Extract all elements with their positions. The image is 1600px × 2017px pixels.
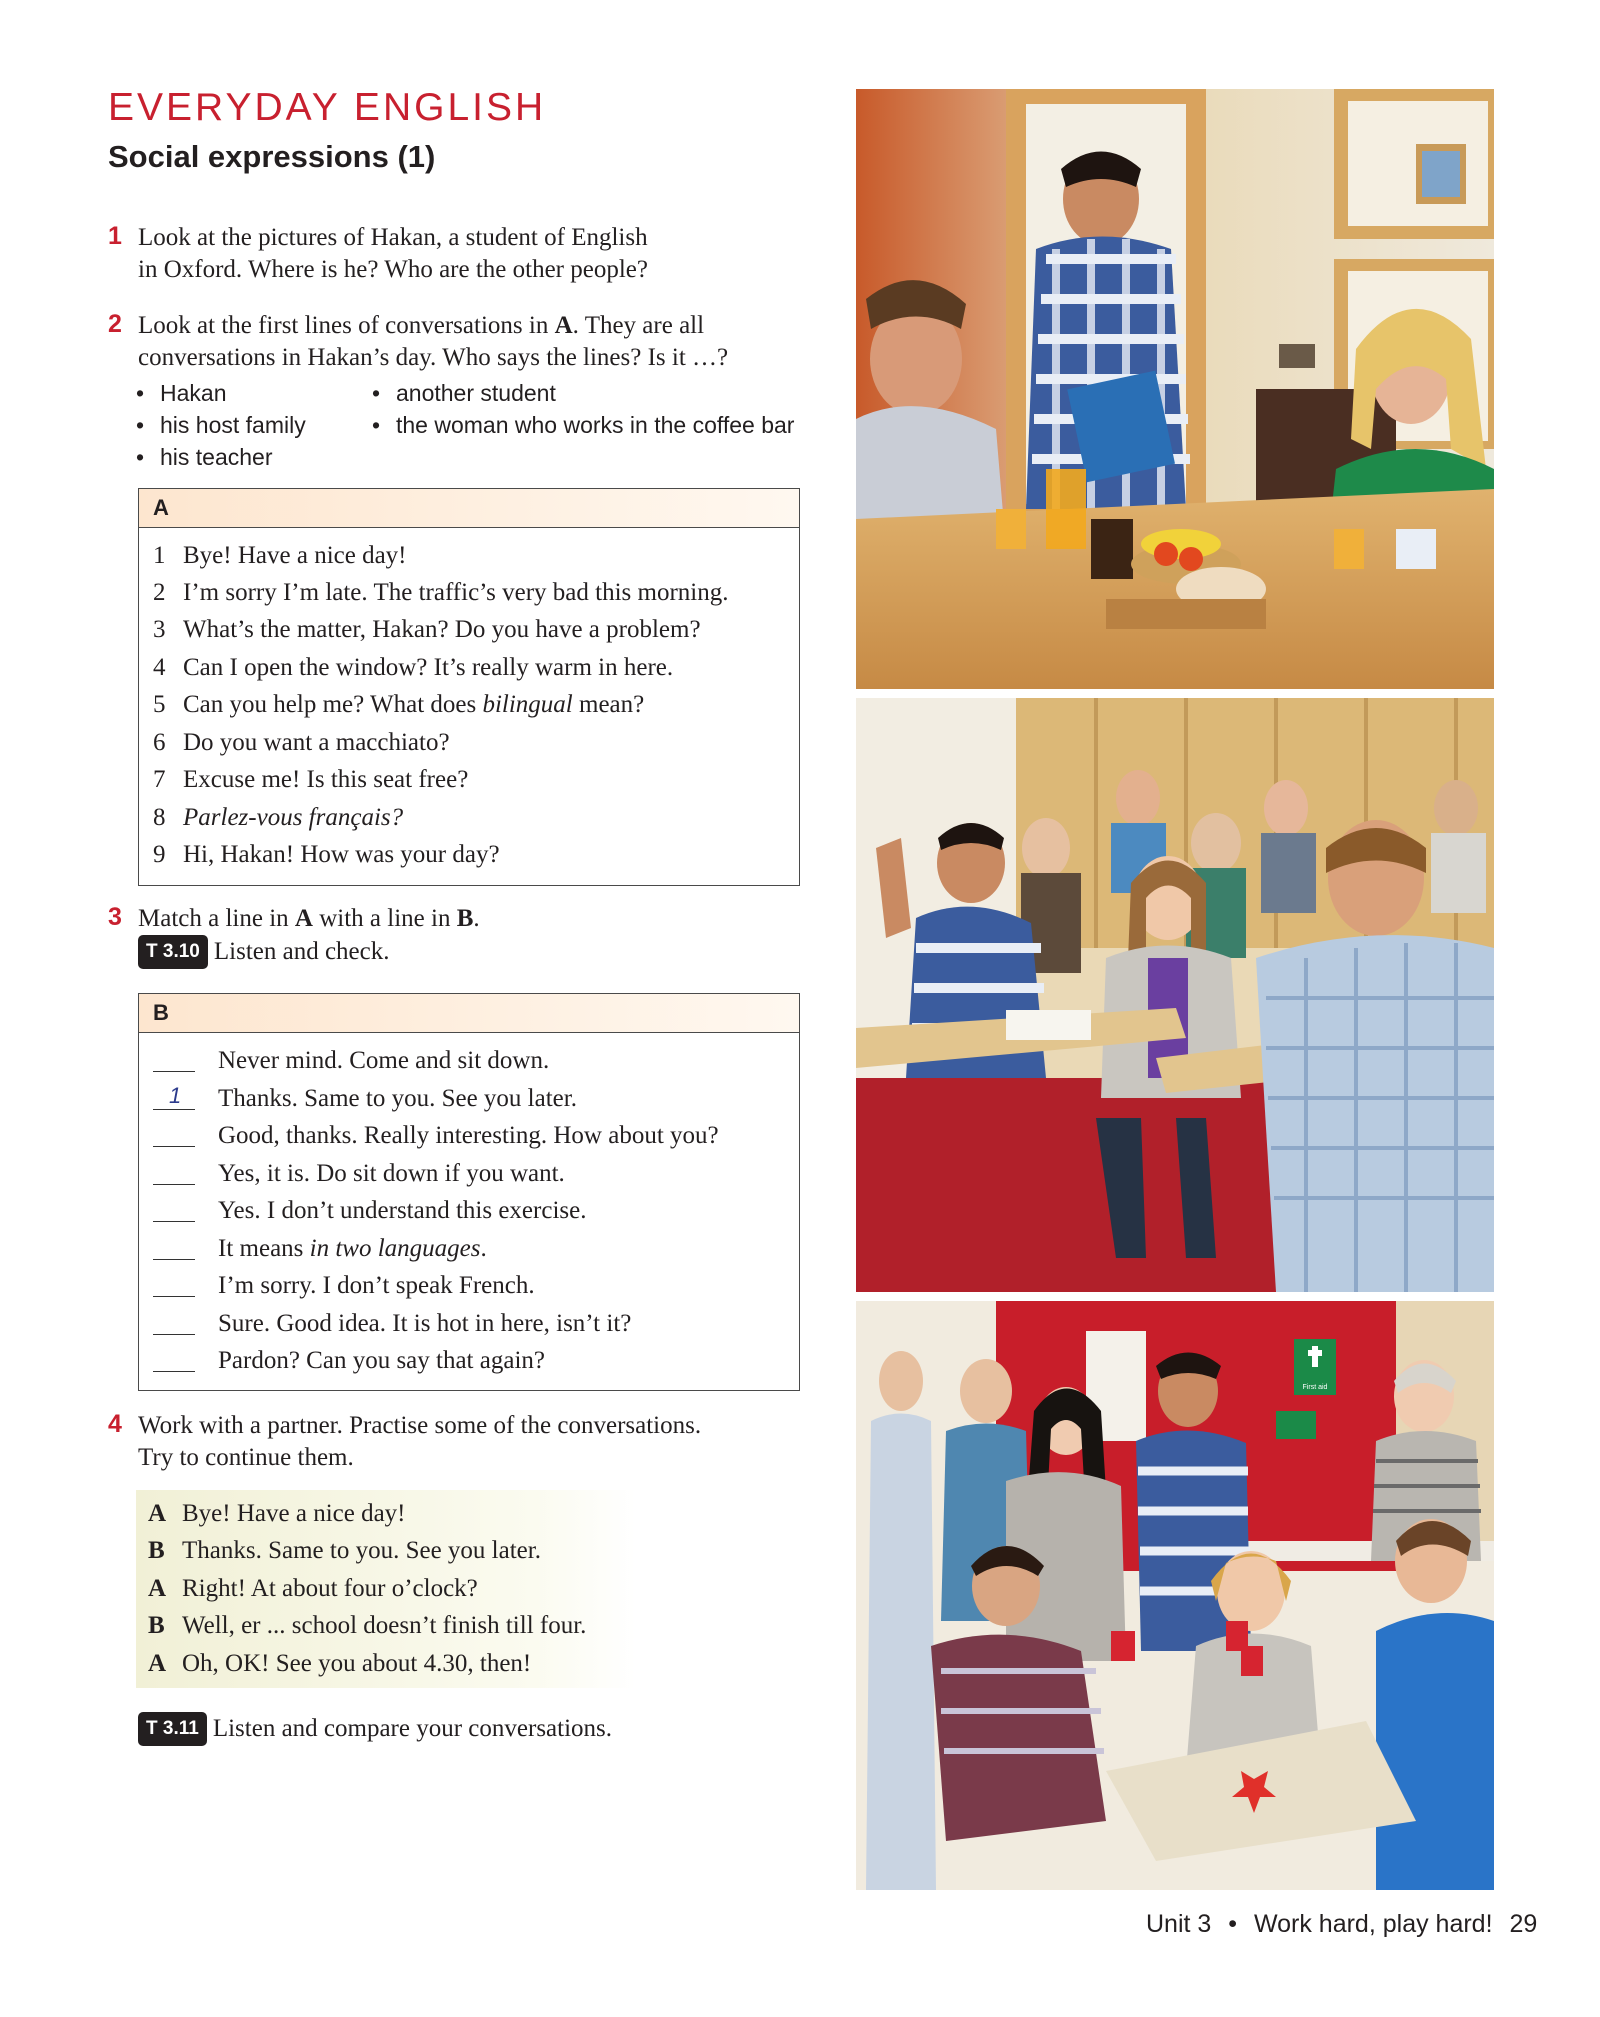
box-a-line-5-text: Can you help me? What does bilingual mean?	[183, 691, 645, 718]
answer-blank[interactable]	[153, 1146, 195, 1147]
box-b	[138, 993, 800, 1391]
box-b-line-text: Sure. Good idea. It is hot in here, isn’t it?	[218, 1309, 632, 1337]
option-item: • another student	[372, 380, 556, 407]
box-b-line-text: Never mind. Come and sit down.	[218, 1047, 550, 1074]
footer-unit: Unit 3	[1146, 1910, 1212, 1938]
exercise-3-text	[138, 903, 798, 969]
exercise-2-text	[138, 310, 798, 374]
section-subtitle: Social expressions (1)	[108, 139, 436, 174]
audio-track-tag[interactable]: T 3.10	[138, 935, 208, 969]
exercise-4-text	[138, 1410, 798, 1474]
box-b-label: B	[139, 994, 799, 1033]
answer-blank[interactable]	[153, 1371, 195, 1372]
answer-blank[interactable]	[153, 1221, 195, 1222]
answer-blank[interactable]	[153, 1259, 195, 1260]
box-a: A 1 Bye! Have a nice day! 2 I’m sorry I’m late. The traffic’s very bad this morning. 3 What’s the matter, Hakan? Do you have a problem? 4 Can I open the window? It’s really warm in here. 5 Can you help me? What does bilingual mean? 6 Do you want a macchiato? 7 Excuse me! Is this seat free? 8 Parlez-vous français? 9 Hi, Hakan! How was your day?	[138, 488, 800, 886]
dialogue-line: A Right! At about four o’clock?	[148, 1575, 478, 1602]
exercise-1-text	[138, 222, 798, 286]
example-dialogue	[136, 1490, 636, 1688]
box-b-line-text: Pardon? Can you say that again?	[218, 1347, 545, 1374]
option-item: • his host family	[136, 412, 306, 439]
exercise-1-line-2: in Oxford. Where is he? Who are the other people?	[138, 256, 648, 283]
answer-blank[interactable]	[153, 1071, 195, 1072]
photo-classroom-illustration	[856, 698, 1494, 1292]
exercise-4-number: 4	[108, 1410, 122, 1438]
photo-coffee-bar	[856, 1301, 1494, 1890]
exercise-1-number: 1	[108, 222, 122, 250]
answer-value: 1	[169, 1082, 182, 1108]
box-a-label: A	[139, 489, 799, 528]
section-title: EVERYDAY ENGLISH	[108, 86, 547, 129]
exercise-4-line-1: Work with a partner. Practise some of the conversations.	[138, 1412, 702, 1439]
listen-compare-line: T 3.11 Listen and compare your conversations.	[138, 1712, 798, 1746]
box-b-line-text: Yes. I don’t understand this exercise.	[218, 1197, 587, 1224]
answer-blank[interactable]	[153, 1296, 195, 1297]
first-aid-sign-text: First aid	[1302, 1384, 1328, 1391]
exercise-1-line-1: Look at the pictures of Hakan, a student of English	[138, 224, 648, 251]
exercise-3-line-1: Match a line in A with a line in B.	[138, 905, 480, 932]
dialogue-line: B Thanks. Same to you. See you later.	[148, 1537, 541, 1564]
audio-track-tag[interactable]: T 3.11	[138, 1712, 207, 1746]
footer-separator: •	[1228, 1910, 1238, 1938]
exercise-2-number: 2	[108, 310, 122, 338]
photo-breakfast-host-family	[856, 89, 1494, 689]
dialogue-line: B Well, er ... school doesn’t finish till four.	[148, 1612, 587, 1639]
answer-blank[interactable]	[153, 1184, 195, 1185]
photo-breakfast-illustration	[856, 89, 1494, 689]
photo-coffee-bar-illustration	[856, 1301, 1494, 1890]
box-b-line-text: Yes, it is. Do sit down if you want.	[218, 1159, 565, 1187]
dialogue-line: A Bye! Have a nice day!	[148, 1500, 406, 1527]
box-b-line-text: Thanks. Same to you. See you later.	[218, 1084, 577, 1112]
dialogue-line: A Oh, OK! See you about 4.30, then!	[148, 1650, 532, 1677]
box-b-line-text: I’m sorry. I don’t speak French.	[218, 1272, 535, 1299]
page-number: 29	[1509, 1910, 1538, 1938]
answer-blank[interactable]	[153, 1109, 195, 1110]
box-b-line-text: It means in two languages.	[218, 1234, 487, 1262]
answer-blank[interactable]	[153, 1334, 195, 1335]
exercise-2-line-1: Look at the first lines of conversations in A. They are all	[138, 312, 705, 339]
photo-classroom	[856, 698, 1494, 1292]
exercise-2-line-2: conversations in Hakan’s day. Who says the lines? Is it …?	[138, 344, 729, 371]
exercise-3-line-2: T 3.10 Listen and check.	[138, 935, 798, 969]
footer-unit-title: Work hard, play hard!	[1253, 1910, 1493, 1938]
exercise-4-line-2: Try to continue them.	[138, 1444, 354, 1471]
option-item: • Hakan	[136, 380, 226, 407]
option-item: • his teacher	[136, 444, 273, 471]
box-b-line-text: Good, thanks. Really interesting. How about you?	[218, 1122, 719, 1149]
option-item: • the woman who works in the coffee bar	[372, 412, 794, 439]
exercise-3-number: 3	[108, 903, 122, 931]
page-footer	[1146, 1910, 1537, 1939]
